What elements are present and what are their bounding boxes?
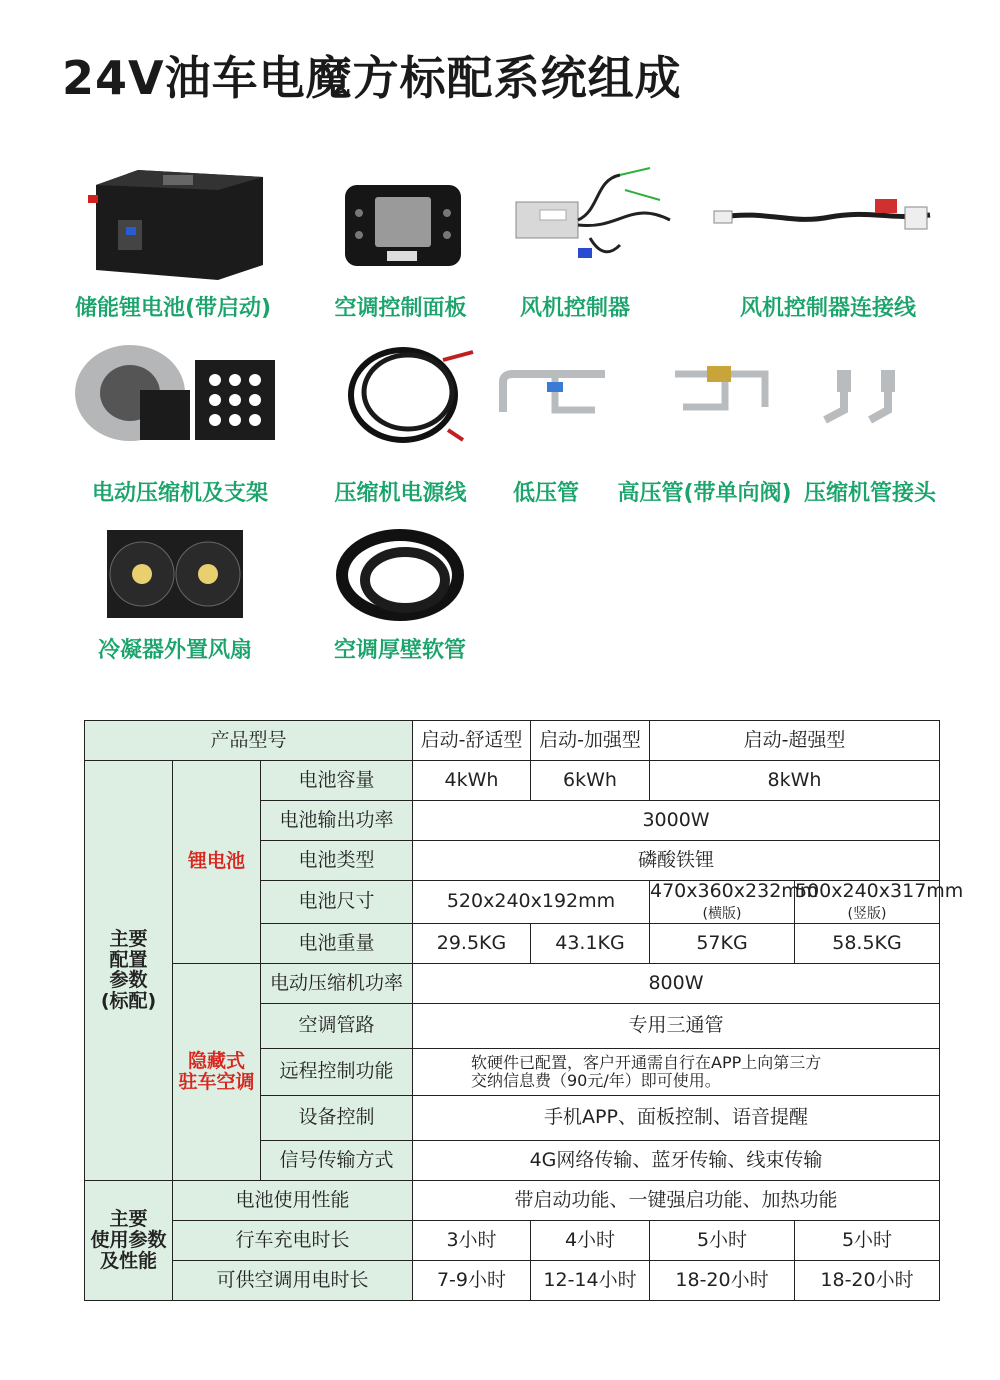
category-parking-ac: 隐藏式 驻车空调 xyxy=(173,963,261,1180)
component-caption: 压缩机电源线 xyxy=(334,481,467,506)
high-pressure-pipe-icon xyxy=(665,362,775,432)
row-label: 信号传输方式 xyxy=(261,1140,413,1180)
cell: 5小时 xyxy=(795,1220,940,1260)
cell: 4G网络传输、蓝牙传输、线束传输 xyxy=(413,1140,940,1180)
component-caption: 空调控制面板 xyxy=(334,296,467,321)
component-caption: 压缩机管接头 xyxy=(803,481,936,506)
cell: 4小时 xyxy=(531,1220,650,1260)
cell: 57KG xyxy=(650,923,795,963)
cell: 6kWh xyxy=(531,761,650,801)
cell: 470x360x232mm (横版) xyxy=(650,880,819,922)
cell: 800W xyxy=(413,963,940,1003)
cell: 磷酸铁锂 xyxy=(413,841,940,881)
cell: 带启动功能、一键强启功能、加热功能 xyxy=(413,1180,940,1220)
model-1: 启动-舒适型 xyxy=(413,721,531,761)
component-caption: 空调厚壁软管 xyxy=(333,638,466,663)
cell: 29.5KG xyxy=(413,923,531,963)
row-label: 电池尺寸 xyxy=(261,881,413,924)
cell: 500x240x317mm (竖版) xyxy=(795,880,964,922)
model-2: 启动-加强型 xyxy=(531,721,650,761)
component-caption: 冷凝器外置风扇 xyxy=(97,638,252,663)
component-caption: 风机控制器连接线 xyxy=(739,296,916,321)
row-label: 行车充电时长 xyxy=(173,1220,413,1260)
row-label: 空调管路 xyxy=(261,1003,413,1048)
row-label: 设备控制 xyxy=(261,1095,413,1140)
component-caption: 低压管 xyxy=(512,481,579,506)
row-label: 电动压缩机功率 xyxy=(261,963,413,1003)
row-label: 远程控制功能 xyxy=(261,1048,413,1095)
control-panel-icon xyxy=(343,183,463,268)
group-performance: 主要 使用参数 及性能 xyxy=(85,1180,173,1300)
component-caption: 电动压缩机及支架 xyxy=(91,481,268,506)
cell: 4kWh xyxy=(413,761,531,801)
row-label: 电池类型 xyxy=(261,841,413,881)
row-label: 电池输出功率 xyxy=(261,801,413,841)
condenser-fan-icon xyxy=(105,528,245,620)
component-caption: 储能锂电池(带启动) xyxy=(74,296,272,321)
cell: 手机APP、面板控制、语音提醒 xyxy=(413,1095,940,1140)
category-battery: 锂电池 xyxy=(173,761,261,964)
group-main-config: 主要 配置 参数 (标配) xyxy=(85,761,173,1181)
compressor-icon xyxy=(70,335,280,455)
low-pressure-pipe-icon xyxy=(495,362,615,432)
row-label: 电池容量 xyxy=(261,761,413,801)
power-cable-icon xyxy=(343,340,478,450)
spec-table xyxy=(84,720,964,1301)
row-label: 电池重量 xyxy=(261,923,413,963)
model-3: 启动-超强型 xyxy=(650,721,940,761)
fan-controller-icon xyxy=(510,160,680,270)
pipe-fitting-icon xyxy=(815,365,915,430)
cell: 专用三通管 xyxy=(413,1003,940,1048)
page-title: 24V油车电魔方标配系统组成 xyxy=(62,51,682,105)
header-label: 产品型号 xyxy=(85,721,413,761)
cell: 18-20小时 xyxy=(795,1260,940,1300)
component-caption: 高压管(带单向阀) xyxy=(617,481,792,506)
battery-box-icon xyxy=(88,165,268,285)
cell: 3小时 xyxy=(413,1220,531,1260)
hose-icon xyxy=(335,525,465,625)
cell: 18-20小时 xyxy=(650,1260,795,1300)
cell: 12-14小时 xyxy=(531,1260,650,1300)
connection-cable-icon xyxy=(710,185,940,245)
component-caption: 风机控制器 xyxy=(519,296,630,321)
cell: 8kWh xyxy=(650,761,940,801)
cell: 软硬件已配置，客户开通需自行在APP上向第三方 交纳信息费（90元/年）即可使用。 xyxy=(413,1048,940,1095)
cell: 3000W xyxy=(413,801,940,841)
row-label: 电池使用性能 xyxy=(173,1180,413,1220)
cell: 520x240x192mm xyxy=(413,881,650,924)
row-label: 可供空调用电时长 xyxy=(173,1260,413,1300)
cell: 7-9小时 xyxy=(413,1260,531,1300)
cell: 43.1KG xyxy=(531,923,650,963)
cell: 5小时 xyxy=(650,1220,795,1260)
cell: 58.5KG xyxy=(795,923,940,963)
